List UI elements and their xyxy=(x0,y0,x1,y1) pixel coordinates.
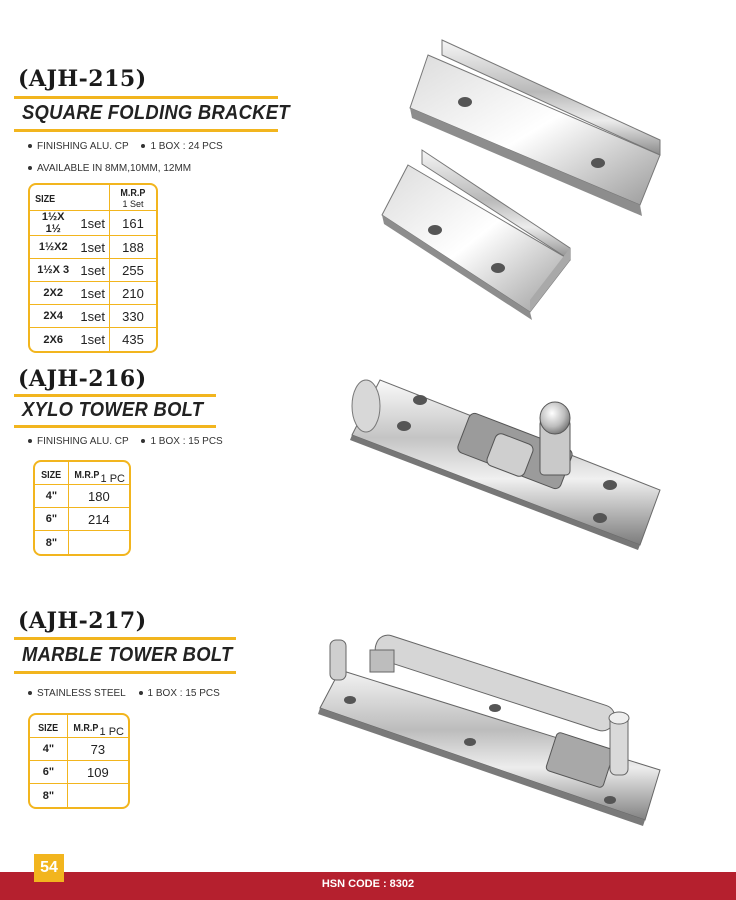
product-features xyxy=(28,436,233,447)
product-code: (AJH-215) xyxy=(18,66,147,92)
product-features-2 xyxy=(28,163,201,174)
table-header-size: SIZE xyxy=(35,194,56,205)
table-header-mrp: M.R.P xyxy=(120,187,146,199)
table-row: 1½X 1½ 1set 161 xyxy=(30,211,156,236)
accent-divider xyxy=(14,96,278,99)
table-header-unit: 1 PC xyxy=(100,472,125,485)
product-code: (AJH-217) xyxy=(18,608,147,634)
table-row: 6" 214 xyxy=(35,508,129,531)
table-row: 2X6 1set 435 xyxy=(30,328,156,351)
product-name: MARBLE TOWER BOLT xyxy=(22,644,233,666)
accent-divider xyxy=(14,394,216,397)
table-header-unit: 1 Set xyxy=(122,198,144,209)
table-header-mrp: M.R.P xyxy=(73,722,99,734)
table-row: 2X2 1set 210 xyxy=(30,282,156,305)
accent-divider xyxy=(14,671,236,674)
xylo-tower-bolt-image xyxy=(340,360,670,550)
feature-available: AVAILABLE IN 8MM,10MM, 12MM xyxy=(37,163,192,174)
product-name: XYLO TOWER BOLT xyxy=(22,399,204,421)
table-row: 8" xyxy=(30,784,128,807)
feature-material: STAINLESS STEEL xyxy=(37,688,126,699)
table-row: 6" 109 xyxy=(30,761,128,784)
feature-box: 1 BOX : 24 PCS xyxy=(150,141,223,152)
table-row: 4" 73 xyxy=(30,738,128,761)
table-row: 1½X 3 1set 255 xyxy=(30,259,156,282)
marble-tower-bolt-image xyxy=(310,630,670,830)
product-name: SQUARE FOLDING BRACKET xyxy=(22,102,290,124)
table-row: 2X4 1set 330 xyxy=(30,305,156,328)
footer-bar xyxy=(0,872,736,900)
product-features xyxy=(28,141,233,152)
feature-finish: FINISHING ALU. CP xyxy=(37,436,129,447)
square-folding-bracket-image xyxy=(370,30,680,320)
table-row: 4" 180 xyxy=(35,485,129,508)
accent-divider xyxy=(14,425,216,428)
feature-finish: FINISHING ALU. CP xyxy=(37,141,129,152)
table-row: 8" xyxy=(35,531,129,554)
price-table xyxy=(28,183,158,353)
product-code: (AJH-216) xyxy=(18,366,147,392)
hsn-code: HSN CODE : 8302 xyxy=(321,878,415,890)
table-header-size: SIZE xyxy=(38,722,59,734)
page-number: 54 xyxy=(34,854,64,882)
accent-divider xyxy=(14,637,236,640)
table-header-unit: 1 PC xyxy=(99,725,124,738)
price-table xyxy=(33,460,131,556)
table-header-mrp: M.R.P xyxy=(74,469,100,481)
price-table xyxy=(28,713,130,809)
accent-divider xyxy=(14,129,278,132)
table-header-size: SIZE xyxy=(41,469,62,481)
product-features xyxy=(28,688,230,699)
feature-box: 1 BOX : 15 PCS xyxy=(150,436,223,447)
feature-box: 1 BOX : 15 PCS xyxy=(147,688,220,699)
table-row: 1½X2 1set 188 xyxy=(30,236,156,259)
